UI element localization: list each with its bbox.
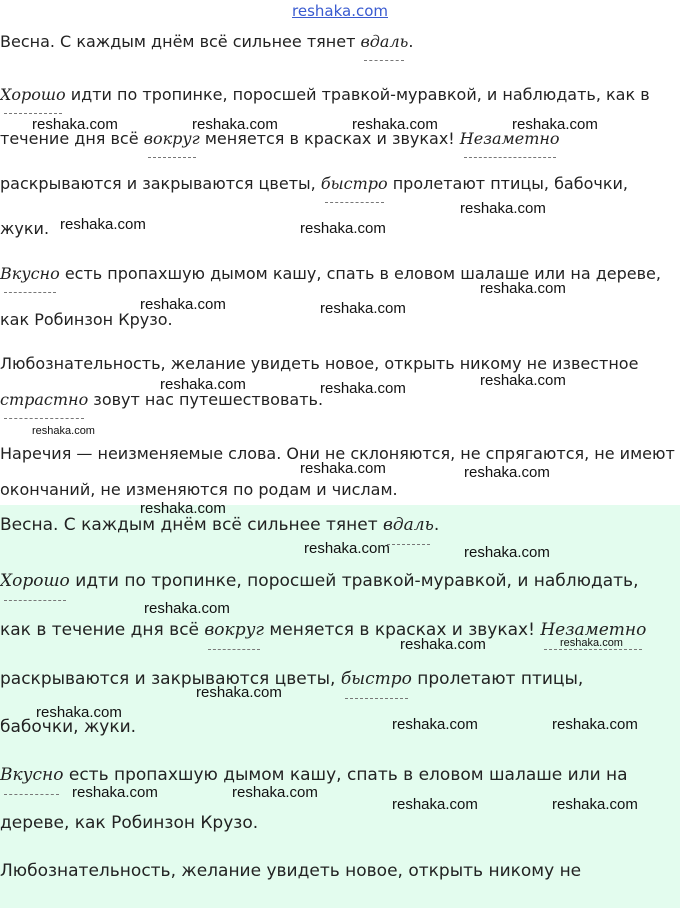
watermark: reshaka.com xyxy=(560,637,623,649)
watermark: reshaka.com xyxy=(512,116,598,133)
watermark: reshaka.com xyxy=(140,500,226,517)
text-run: есть пропахшую дымом кашу, спать в еловом шалаше или на дереве, xyxy=(59,264,661,283)
site-link[interactable]: reshaka.com xyxy=(292,2,388,20)
watermark: reshaka.com xyxy=(140,296,226,313)
adverb: Хорошо xyxy=(0,571,70,591)
text-run: идти по тропинке, поросшей травкой-муравкой, и наблюдать, xyxy=(69,571,639,591)
text-run: Весна. С каждым днём всё сильнее тянет xyxy=(0,32,361,51)
adverb: Вкусно xyxy=(0,264,60,283)
watermark: reshaka.com xyxy=(232,784,318,801)
adverb: быстро xyxy=(340,669,412,689)
text-run: жуки. xyxy=(0,219,50,238)
text-line xyxy=(0,813,258,833)
watermark: reshaka.com xyxy=(160,376,246,393)
text-run: Весна. С каждым днём всё сильнее тянет xyxy=(0,515,383,535)
text-run: Любознательность, желание увидеть новое, открыть никому не xyxy=(0,861,582,881)
text-run: течение дня всё xyxy=(0,129,144,148)
adverb: Хорошо xyxy=(0,85,66,104)
adverb: быстро xyxy=(320,174,388,193)
watermark: reshaka.com xyxy=(144,600,230,617)
watermark: reshaka.com xyxy=(300,220,386,237)
watermark: reshaka.com xyxy=(304,540,390,557)
watermark: reshaka.com xyxy=(32,116,118,133)
text-run: . xyxy=(408,32,414,51)
watermark: reshaka.com xyxy=(300,460,386,477)
watermark: reshaka.com xyxy=(60,216,146,233)
watermark: reshaka.com xyxy=(320,300,406,317)
adverb: вдаль xyxy=(383,515,434,535)
text-run: раскрываются и закрываются цветы, xyxy=(0,174,321,193)
watermark: reshaka.com xyxy=(196,684,282,701)
watermark: reshaka.com xyxy=(480,280,566,297)
text-run: зовут нас путешествовать. xyxy=(88,390,324,409)
text-line xyxy=(0,620,646,640)
watermark: reshaka.com xyxy=(552,796,638,813)
watermark: reshaka.com xyxy=(320,380,406,397)
text-line xyxy=(0,515,439,535)
watermark: reshaka.com xyxy=(392,796,478,813)
watermark: reshaka.com xyxy=(480,372,566,389)
text-run: бабочки, жуки. xyxy=(0,717,137,737)
text-run: как Робинзон Крузо. xyxy=(0,310,173,329)
text-run: меняется в красках и звуках! xyxy=(199,129,460,148)
watermark: reshaka.com xyxy=(392,716,478,733)
text-run: дереве, как Робинзон Крузо. xyxy=(0,813,259,833)
text-line xyxy=(0,669,583,689)
adverb: вокруг xyxy=(204,620,265,640)
watermark: reshaka.com xyxy=(36,704,122,721)
watermark: reshaka.com xyxy=(464,464,550,481)
text-line xyxy=(0,32,413,51)
text-run: меняется в красках и звуках! xyxy=(264,620,541,640)
text-run: есть пропахшую дымом кашу, спать в еловом шалаше или на xyxy=(63,765,628,785)
adverb: вокруг xyxy=(143,129,200,148)
watermark: reshaka.com xyxy=(460,200,546,217)
watermark: reshaka.com xyxy=(352,116,438,133)
adverb: Незаметно xyxy=(540,620,647,640)
text-line xyxy=(0,571,638,591)
text-line xyxy=(0,354,638,373)
watermark: reshaka.com xyxy=(400,636,486,653)
text-line xyxy=(0,861,581,881)
text-run: Любознательность, желание увидеть новое, открыть никому не известное xyxy=(0,354,639,373)
text-run: пролетают птицы, бабочки, xyxy=(387,174,628,193)
text-run: как в течение дня всё xyxy=(0,620,205,640)
text-line xyxy=(0,219,49,238)
text-run: пролетают птицы, xyxy=(411,669,584,689)
text-line xyxy=(0,480,398,499)
watermark: reshaka.com xyxy=(464,544,550,561)
text-run: . xyxy=(433,515,440,535)
watermark: reshaka.com xyxy=(72,784,158,801)
text-run: Наречия — неизменяемые слова. Они не склоняются, не спрягаются, не имеют xyxy=(0,444,675,463)
adverb: Незаметно xyxy=(459,129,560,148)
watermark: reshaka.com xyxy=(32,425,95,437)
text-run: окончаний, не изменяются по родам и числам. xyxy=(0,480,398,499)
text-line xyxy=(0,174,628,193)
adverb: Вкусно xyxy=(0,765,64,785)
watermark: reshaka.com xyxy=(192,116,278,133)
adverb: страстно xyxy=(0,390,89,409)
text-run: раскрываются и закрываются цветы, xyxy=(0,669,341,689)
watermark: reshaka.com xyxy=(552,716,638,733)
text-line xyxy=(0,85,650,104)
adverb: вдаль xyxy=(360,32,409,51)
text-line xyxy=(0,765,628,785)
text-run: идти по тропинке, поросшей травкой-муравкой, и наблюдать, как в xyxy=(65,85,650,104)
